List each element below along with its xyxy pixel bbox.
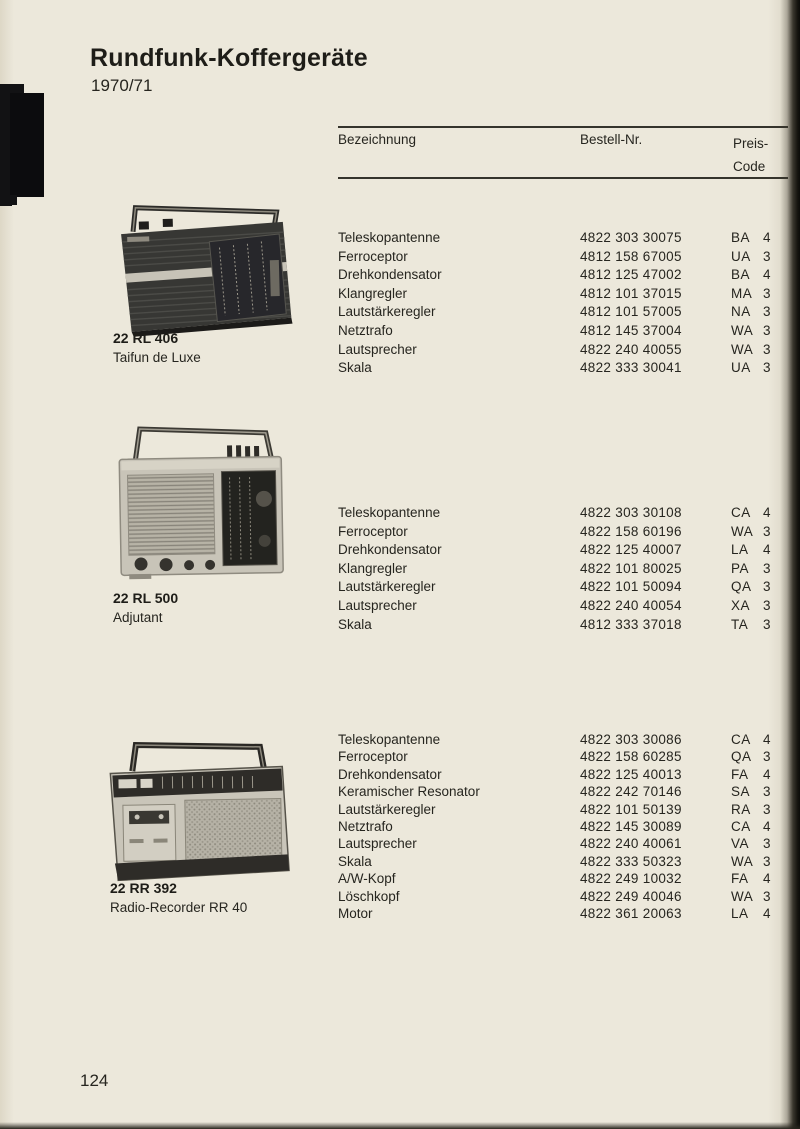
parts-row — [338, 870, 783, 887]
page-subtitle: 1970/71 — [91, 76, 153, 95]
order-number: 4822 333 50323 — [580, 853, 682, 869]
price-code: FA — [731, 871, 749, 887]
part-name: Lautstärkeregler — [338, 579, 436, 595]
price-code: XA — [731, 597, 751, 613]
parts-row — [338, 229, 783, 248]
product-caption — [113, 589, 178, 627]
price-class: 3 — [763, 248, 771, 264]
radio-illustration-light — [109, 418, 290, 587]
part-name: Drehkondensator — [338, 542, 442, 558]
price-class: 4 — [763, 542, 771, 558]
parts-row — [338, 597, 783, 616]
product-photo-22-rl-500 — [109, 418, 290, 587]
order-number: 4822 125 40007 — [580, 542, 682, 558]
price-code: BA — [731, 230, 751, 245]
order-number: 4822 303 30075 — [580, 230, 682, 245]
part-name: Teleskopantenne — [338, 230, 441, 245]
price-class: 4 — [763, 766, 771, 782]
order-number: 4822 145 30089 — [580, 819, 682, 835]
parts-table-22-rr-392 — [338, 731, 783, 922]
price-code: WA — [731, 523, 754, 539]
order-number: 4822 361 20063 — [580, 906, 682, 922]
price-code: CA — [731, 732, 751, 747]
price-code: LA — [731, 906, 749, 922]
price-code: LA — [731, 542, 749, 558]
order-number: 4822 125 40013 — [580, 766, 682, 782]
price-class: 3 — [763, 285, 771, 301]
order-number: 4822 158 60196 — [580, 523, 682, 539]
product-name: Radio-Recorder RR 40 — [110, 900, 248, 915]
order-number: 4812 145 37004 — [580, 322, 682, 338]
parts-table-22-rl-500 — [338, 504, 783, 634]
order-number: 4822 158 60285 — [580, 749, 682, 765]
price-class: 3 — [763, 888, 771, 904]
order-number: 4822 333 30041 — [580, 360, 682, 376]
part-name: Klangregler — [338, 285, 408, 301]
column-header-preis: Preis- — [733, 136, 769, 151]
order-number: 4822 240 40055 — [580, 341, 682, 357]
price-class: 4 — [763, 819, 771, 835]
parts-row — [338, 504, 783, 523]
part-name: Lautstärkeregler — [338, 304, 436, 320]
order-number: 4822 303 30108 — [580, 505, 682, 520]
page-number: 124 — [80, 1071, 109, 1090]
index-tab-block — [10, 93, 44, 197]
product-model: 22 RL 406 — [113, 330, 179, 346]
price-code: WA — [731, 341, 754, 357]
price-class: 3 — [763, 616, 771, 632]
order-number: 4822 249 10032 — [580, 871, 682, 887]
part-name: Teleskopantenne — [338, 505, 441, 520]
part-name: Skala — [338, 853, 372, 869]
radio-illustration-dark — [110, 196, 294, 341]
parts-row — [338, 616, 783, 635]
part-name: Skala — [338, 360, 372, 376]
price-class: 3 — [763, 801, 771, 817]
price-class: 4 — [763, 732, 771, 747]
parts-row — [338, 322, 783, 341]
part-name: Skala — [338, 616, 372, 632]
product-caption — [113, 329, 201, 367]
parts-row — [338, 578, 783, 597]
parts-row — [338, 359, 783, 378]
column-header-bestell-nr: Bestell-Nr. — [580, 132, 643, 147]
price-code: SA — [731, 784, 751, 800]
order-number: 4812 125 47002 — [580, 267, 682, 283]
price-code: UA — [731, 360, 751, 376]
price-code: CA — [731, 505, 751, 520]
product-photo-22-rl-406 — [110, 196, 294, 341]
order-number: 4822 240 40061 — [580, 836, 682, 852]
product-name: Adjutant — [113, 610, 163, 625]
part-name: Keramischer Resonator — [338, 784, 480, 800]
part-name: Ferroceptor — [338, 749, 408, 765]
price-code: RA — [731, 801, 751, 817]
parts-row — [338, 285, 783, 304]
price-class: 3 — [763, 341, 771, 357]
parts-row — [338, 748, 783, 765]
page-right-edge-shadow — [780, 0, 800, 1129]
order-number: 4812 101 57005 — [580, 304, 682, 320]
parts-row — [338, 541, 783, 560]
parts-row — [338, 905, 783, 922]
part-name: Klangregler — [338, 560, 408, 576]
column-header-bezeichnung: Bezeichnung — [338, 132, 417, 147]
price-class: 3 — [763, 579, 771, 595]
price-code: MA — [731, 285, 753, 301]
part-name: Netztrafo — [338, 819, 393, 835]
price-class: 4 — [763, 505, 771, 520]
price-class: 4 — [763, 230, 771, 245]
part-name: Teleskopantenne — [338, 732, 441, 747]
page-bottom-edge-shadow — [0, 1122, 800, 1129]
part-name: Lautsprecher — [338, 597, 417, 613]
price-code: UA — [731, 248, 751, 264]
product-model: 22 RR 392 — [110, 880, 177, 896]
product-model: 22 RL 500 — [113, 590, 179, 606]
price-class: 3 — [763, 360, 771, 376]
parts-row — [338, 303, 783, 322]
parts-row — [338, 818, 783, 835]
price-class: 4 — [763, 871, 771, 887]
page-title: Rundfunk-Koffergeräte — [90, 44, 368, 72]
parts-row — [338, 523, 783, 542]
price-code: WA — [731, 888, 754, 904]
parts-table-22-rl-406 — [338, 229, 783, 378]
order-number: 4812 158 67005 — [580, 248, 682, 264]
index-tab-notch-bottom — [3, 195, 17, 205]
part-name: Drehkondensator — [338, 766, 442, 782]
price-class: 3 — [763, 322, 771, 338]
part-name: Lautsprecher — [338, 836, 417, 852]
price-class: 3 — [763, 597, 771, 613]
parts-row — [338, 560, 783, 579]
column-header-preis-code — [733, 132, 768, 178]
price-class: 3 — [763, 853, 771, 869]
price-code: FA — [731, 766, 749, 782]
part-name: Lautsprecher — [338, 341, 417, 357]
price-class: 3 — [763, 304, 771, 320]
order-number: 4822 240 40054 — [580, 597, 682, 613]
parts-row — [338, 888, 783, 905]
price-class: 3 — [763, 784, 771, 800]
order-number: 4822 249 40046 — [580, 888, 682, 904]
parts-row — [338, 731, 783, 748]
column-header-code: Code — [733, 159, 766, 174]
parts-row — [338, 853, 783, 870]
product-name: Taifun de Luxe — [113, 350, 201, 365]
part-name: Lautstärkeregler — [338, 801, 436, 817]
price-class: 3 — [763, 523, 771, 539]
price-code: VA — [731, 836, 750, 852]
part-name: Ferroceptor — [338, 523, 408, 539]
price-code: NA — [731, 304, 751, 320]
parts-row — [338, 801, 783, 818]
table-top-rule — [338, 126, 788, 128]
price-class: 3 — [763, 560, 771, 576]
part-name: Drehkondensator — [338, 267, 442, 283]
order-number: 4812 333 37018 — [580, 616, 682, 632]
price-code: PA — [731, 560, 750, 576]
price-code: QA — [731, 749, 752, 765]
price-class: 4 — [763, 906, 771, 922]
parts-row — [338, 766, 783, 783]
order-number: 4822 101 50139 — [580, 801, 682, 817]
part-name: Netztrafo — [338, 322, 393, 338]
parts-row — [338, 266, 783, 285]
table-header-rule — [338, 177, 788, 179]
order-number: 4822 303 30086 — [580, 732, 682, 747]
order-number: 4822 101 50094 — [580, 579, 682, 595]
order-number: 4822 242 70146 — [580, 784, 682, 800]
product-photo-22-rr-392 — [102, 736, 293, 884]
radio-recorder-illustration — [102, 736, 293, 884]
part-name: Ferroceptor — [338, 248, 408, 264]
price-code: CA — [731, 819, 751, 835]
order-number: 4822 101 80025 — [580, 560, 682, 576]
parts-row — [338, 835, 783, 852]
product-caption — [110, 879, 247, 917]
price-code: BA — [731, 267, 751, 283]
price-code: WA — [731, 853, 754, 869]
price-code: QA — [731, 579, 752, 595]
part-name: Löschkopf — [338, 888, 400, 904]
price-code: WA — [731, 322, 754, 338]
price-class: 3 — [763, 836, 771, 852]
price-class: 4 — [763, 267, 771, 283]
order-number: 4812 101 37015 — [580, 285, 682, 301]
parts-row — [338, 248, 783, 267]
parts-row — [338, 341, 783, 360]
part-name: Motor — [338, 906, 373, 922]
part-name: A/W-Kopf — [338, 871, 396, 887]
price-class: 3 — [763, 749, 771, 765]
price-code: TA — [731, 616, 749, 632]
parts-row — [338, 783, 783, 800]
